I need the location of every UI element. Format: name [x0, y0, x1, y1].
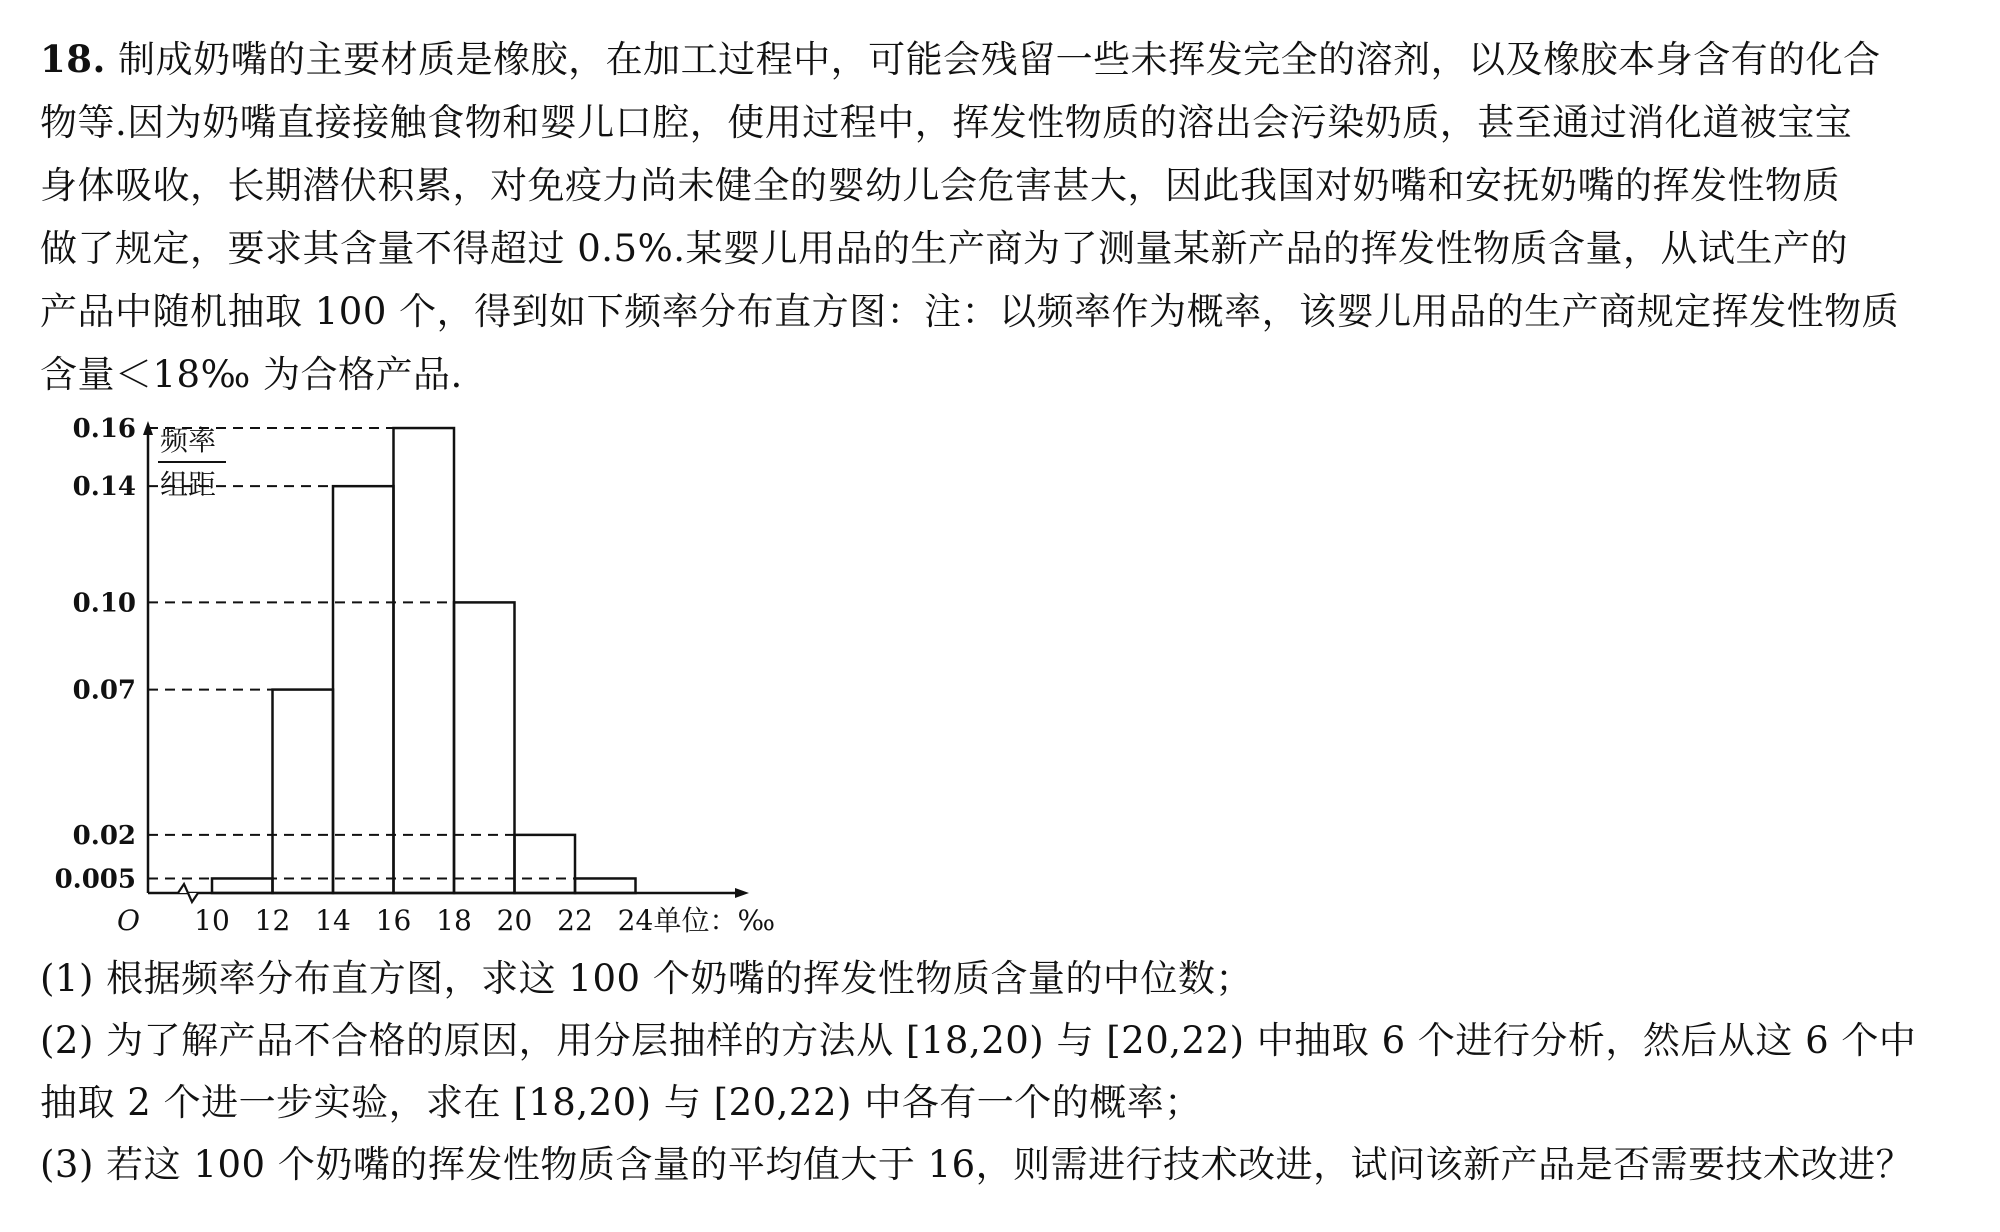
x-tick-label: 22: [557, 904, 593, 937]
y-tick-label: 0.16: [72, 414, 136, 445]
question-2-line-2: 抽取 2 个进一步实验，求在 [18,20) 与 [20,22) 中各有一个的概率；: [40, 1081, 1202, 1124]
question-2-line-1: (2) 为了解产品不合格的原因，用分层抽样的方法从 [18,20) 与 [20,22) 中抽取 6 个进行分析，然后从这 6 个中: [40, 1019, 1917, 1062]
problem-line-3: 身体吸收，长期潜伏积累，对免疫力尚未健全的婴幼儿会危害甚大，因此我国对奶嘴和安抚奶嘴的挥发性物质: [40, 164, 1840, 207]
histogram-bar: [515, 835, 576, 893]
problem-line-4: 做了规定，要求其含量不得超过 0.5%.某婴儿用品的生产商为了测量某新产品的挥发性物质含量，从试生产的: [40, 227, 1849, 270]
y-tick-label: 0.07: [72, 675, 136, 706]
questions: [40, 948, 1980, 1196]
problem-line-5: 产品中随机抽取 100 个，得到如下频率分布直方图：注：以频率作为概率，该婴儿用品的生产商规定挥发性物质: [40, 290, 1900, 333]
histogram-bar: [273, 690, 334, 893]
problem-number: 18.: [40, 37, 106, 81]
axis-break-mark: [178, 884, 198, 902]
y-tick-label: 0.005: [54, 864, 136, 895]
x-tick-label: 24: [617, 904, 654, 937]
x-tick-label: 16: [375, 904, 412, 937]
origin-label: O: [117, 904, 140, 937]
histogram-bar: [454, 602, 515, 893]
y-tick-label: 0.10: [72, 588, 136, 619]
histogram-bar: [333, 486, 394, 893]
y-tick-label: 0.02: [72, 820, 136, 851]
question-3: (3) 若这 100 个奶嘴的挥发性物质含量的平均值大于 16，则需进行技术改进，试问该新产品是否需要技术改进？: [40, 1143, 1914, 1186]
x-tick-label: 10: [194, 904, 230, 937]
histogram-bar: [575, 878, 636, 893]
problem-line-2: 物等.因为奶嘴直接接触食物和婴儿口腔，使用过程中，挥发性物质的溶出会污染奶质，甚至通过消化道被宝宝: [40, 101, 1853, 144]
histogram-bar: [212, 878, 273, 893]
y-label-denominator: 组距: [160, 468, 217, 501]
y-tick-label: 0.14: [72, 472, 136, 503]
x-tick-label: 20: [496, 904, 533, 937]
problem-line-1-text: 制成奶嘴的主要材质是橡胶，在加工过程中，可能会残留一些未挥发完全的溶剂，以及橡胶本身含有的化合: [118, 38, 1881, 81]
chart-root: [55, 414, 776, 937]
problem-line-6: 含量＜18‰ 为合格产品.: [40, 353, 463, 396]
histogram-bar: [394, 428, 455, 893]
question-1: (1) 根据频率分布直方图，求这 100 个奶嘴的挥发性物质含量的中位数；: [40, 957, 1253, 1000]
y-label-numerator: 频率: [160, 424, 217, 457]
x-tick-label: 12: [254, 904, 291, 937]
x-tick-label: 18: [436, 904, 472, 937]
x-tick-label: 14: [315, 904, 351, 937]
x-unit-label: 单位：‰: [653, 904, 776, 937]
